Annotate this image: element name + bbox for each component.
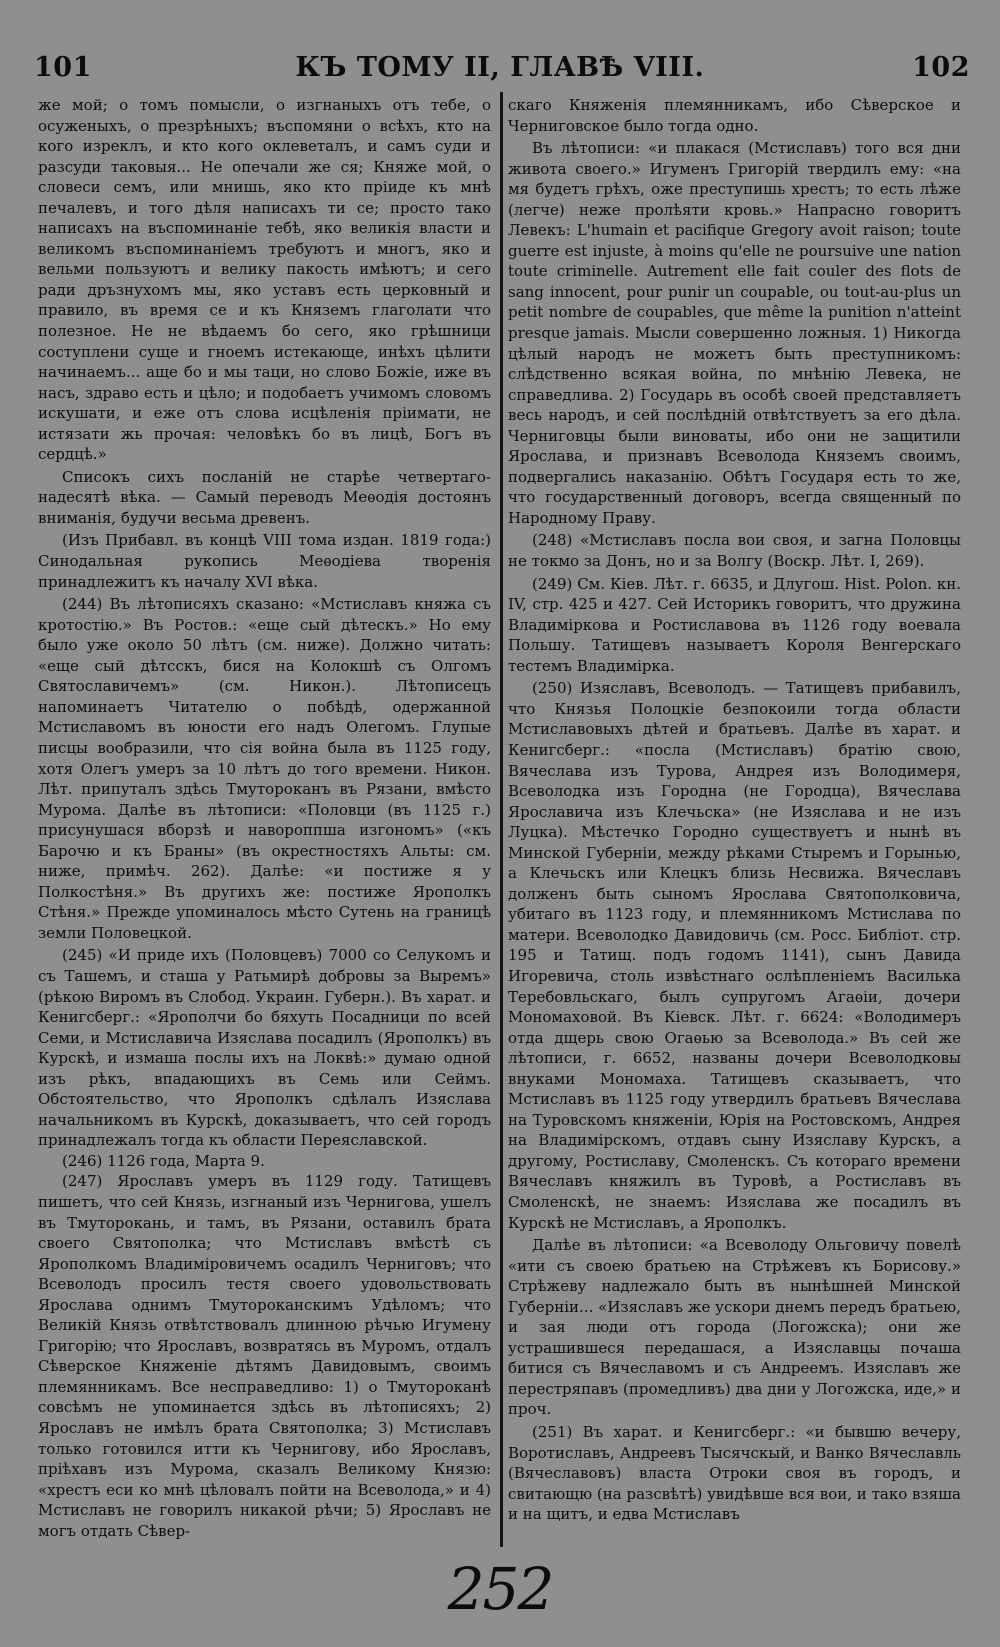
footnote-247: (247) Ярославъ умеръ въ 1129 году. Татищевъ пишетъ, что сей Князь, изгнаный изъ Чернигова, ушелъ въ Тмуторокань, и тамъ, въ Рязани, оставилъ брата своего Святополка; что Мстиславъ вмѣстѣ съ Ярополкомъ Владиміровичемъ осадилъ Черниговъ; что Всеволодъ просилъ тестя своего удовольствовать Ярослава однимъ Тмутороканскимъ Удѣломъ; что Великій Князь отвѣтствовалъ длинною рѣчью Игумену Григорію; что Ярославъ, возвратясь въ Муромъ, отдалъ Сѣверское Княженіе дѣтямъ Давидовымъ, своимъ племянникамъ. Все несправедливо: 1) о Тмутороканѣ совсѣмъ не упоминается здѣсь въ лѣтописяхъ; 2) Ярославъ не имѣлъ брата Святополка; 3) Мстиславъ только готовился итти къ Чернигову, ибо Ярославъ, пріѣхавъ изъ Мурома, сказалъ Великому Князю: «хрестъ еси ко мнѣ цѣловалъ пойти на Всеволода,» и 4) Мстиславъ не говорилъ никакой рѣчи; 5) Ярославъ не могъ отдать Сѣвер- <box>38 1172 491 1540</box>
footnote-246: (246) 1126 года, Марта 9. <box>62 1151 265 1170</box>
running-title: КЪ ТОМУ II, ГЛАВѢ VIII. <box>295 52 705 83</box>
left-page-number: 101 <box>34 52 92 83</box>
left-column <box>38 95 491 1541</box>
footnote-250: (250) Изяславъ, Всеволодъ. — Татищевъ прибавилъ, что Князья Полоцкіе безпокоили тогда области Мстиславовыхъ дѣтей и братьевъ. Далѣе въ харат. и Кенигсберг.: «посла (Мстиславъ) братію свою, Вячеслава изъ Турова, Андрея изъ Володимеря, Всеволодка изъ Городна (не Городца), Вячеслава Ярославича изъ Клечьска» (не Изяслава и не изъ Луцка). Мѣстечко Городно существуетъ и нынѣ въ Минской Губерніи, между рѣками Стыремъ и Горынью, а Клечьскъ или Клецкъ близь Несвижа. Вячеславъ долженъ быть сыномъ Ярослава Святополковича, убитаго въ 1123 году, и племянникомъ Мстислава по матери. Всеволодко Давидовичь (см. Росс. Библіот. стр. 195 и Татищ. подъ годомъ 1141), сынъ Давида Игоревича, столь извѣстнаго ослѣпленіемъ Василька Теребовльскаго, былъ супругомъ Агаѳіи, дочери Мономаховой. Въ Кiевск. Лѣт. г. 6624: «Володимеръ отда дщерь свою Огаѳью за Всеволода.» Въ сей же лѣтописи, г. 6652, названы дочери Всеволодковы внуками Мономаха. Татищевъ сказываетъ, что Мстиславъ въ 1125 году утвердилъ братьевъ Вячеслава на Туровскомъ княженіи, Юрія на Ростовскомъ, Андрея на Владимірскомъ, отдавъ сыну Изяславу Курскъ, а другому, Ростиславу, Смоленскъ. Съ котораго времени Вячеславъ княжилъ въ Туровѣ, а Ростиславъ въ Смоленскѣ, не знаемъ: Изяслава же посадилъ въ Курскѣ не Мстиславъ, а Ярополкъ. <box>508 679 961 1232</box>
paragraph: Въ лѣтописи: «и плакася (Мстиславъ) того вся дни живота своего.» Игуменъ Григорій твердилъ ему: «на мя будетъ грѣхъ, оже преступишь хрестъ; то есть лѣже (легче) неже пролѣяти кровь.» Напрасно говоритъ Левекъ: L'humain et pacifique Gregory avoit raison; toute guerre est injuste, à moins qu'elle ne poursuive une nation toute criminelle. Autrement elle fait couler des flots de sang innocent, pour punir un coupable, ou tout-au-plus un petit nombre de coupables, que même la punition n'atteint presque jamais. Мысли совершенно ложныя. 1) Никогда цѣлый народъ не можетъ быть преступникомъ: слѣдственно всякая война, по мнѣнію Левека, не справедлива. 2) Государь въ особѣ своей представляетъ весь народъ, и сей послѣдній отвѣтствуетъ за его дѣла. Черниговцы были виноваты, ибо они не защитили Ярослава, и признавъ Всеволода Княземъ своимъ, подвергались наказанію. Обѣтъ Государя есть то же, что государственный договоръ, всегда священный по Народному Праву. <box>508 139 961 527</box>
paragraph: (Изъ Прибавл. въ концѣ VIII тома издан. 1819 года:) Синодальная рукопись Меѳодіева творенія принадлежитъ къ началу XVI вѣка. <box>38 531 491 591</box>
paragraph: же мой; о томъ помысли, о изгнаныхъ отъ тебе, о осуженыхъ, о презрѣныхъ; въспомяни о всѣхъ, кто на кого изреклъ, и кто кого оклеветалъ, и самъ суди и разсуди таковыя... Не опечали же ся; Княже мой, о словеси семъ, или мнишь, яко кто пріиде къ мнѣ печалевъ, и того дѣля написахъ ти се; просто тако написахъ на въспоминаніе тебѣ, яко великія власти и великомъ въспоминаніемъ требуютъ и многъ, яко и вельми пользуютъ и велику пакость имѣютъ; и сего ради дръзнухомъ мы, яко уставъ есть церковный и правило, въ время се и къ Княземъ глаголати что полезное. Не не вѣдаемъ бо сего, яко грѣшници соступлени суще и гноемъ истекающе, инѣхъ цѣлити начинаемъ... аще бо и мы таци, но слово Божіе, иже въ насъ, здраво есть и цѣло; и подобаетъ учимомъ словомъ искушати, и еже отъ слова исцѣленія пріимати, не истязати жь прочая: человѣкъ бо въ лицѣ, Богъ въ сердцѣ.» <box>38 96 491 464</box>
paragraph: Далѣе въ лѣтописи: «а Всеволоду Ольговичу повелѣ «ити съ своею братьею на Стрѣжевъ къ Борисову.» Стрѣжеву надлежало быть въ нынѣшней Минской Губерніи... «Изяславъ же ускори днемъ передъ братьею, и зая люди отъ города (Логожска); они же устрашившеся передашася, а Изяславцы почаша битися съ Вячеславомъ и съ Андреемъ. Изяславъ же перестряпавъ (промедливъ) два дни у Логожска, иде,» и проч. <box>508 1236 961 1419</box>
column-divider <box>500 92 503 1547</box>
right-column <box>508 95 961 1525</box>
paragraph: скаго Княженія племянникамъ, ибо Сѣверское и Черниговское было тогда одно. <box>508 96 961 135</box>
footnote-251: (251) Въ харат. и Кенигсберг.: «и бывшю вечеру, Воротиславъ, Андреевъ Тысячскый, и Ванко Вячеславль (Вячеславовъ) власта Отроки своя въ городъ, и свитающю (на разсвѣтѣ) увидѣвше вся вои, и тако взяша и на щитъ, и едва Мстиславъ <box>508 1423 961 1524</box>
footnote-248: (248) «Мстиславъ посла вои своя, и загна Половцы не токмо за Донъ, но и за Волгу (Воскр. Лѣт. I, 269). <box>508 531 961 571</box>
footnote-244: (244) Въ лѣтописяхъ сказано: «Мстиславъ княжа съ кротостію.» Въ Ростов.: «еще сый дѣтескъ.» Но ему было уже около 50 лѣтъ (см. ниже). Должно читать: «еще сый дѣтсскъ, бися на Колокшѣ съ Олгомъ Святославичемъ» (см. Никон.). Лѣтописецъ напоминаетъ Читателю о побѣдѣ, одержанной Мстиславомъ въ юности его надъ Олегомъ. Глупые писцы вообразили, что сія война была въ 1125 году, хотя Олегъ умеръ за 10 лѣтъ до того времени. Никон. Лѣт. припуталъ здѣсь Тмутороканъ въ Рязани, вмѣсто Мурома. Далѣе въ лѣтописи: «Половци (въ 1125 г.) присунушася вборзѣ и навороппша изгономъ» («къ Барочю и къ Браны» (въ окрестностяхъ Альты: см. ниже, примѣч. 262). Далѣе: «и постиже я у Полкостѣня.» Въ другихъ же: постиже Ярополкъ Стѣня.» Прежде упоминалось мѣсто Сутень на границѣ земли Половецкой. <box>38 595 491 942</box>
right-page-number: 102 <box>912 52 970 83</box>
paragraph: Списокъ сихъ посланій не старѣе четвертаго-надесятѣ вѣка. — Самый переводъ Меѳодія достоянъ вниманія, будучи весьма древенъ. <box>38 467 491 527</box>
footnote-249: (249) См. Кiев. Лѣт. г. 6635, и Длугош. Hist. Polon. кн. IV, стр. 425 и 427. Сей Историкъ говоритъ, что дружина Владиміркова и Ростиславова въ 1126 году воевала Польшу. Татищевъ называетъ Короля Венгерскаго тестемъ Владимірка. <box>508 574 961 675</box>
page-header <box>0 0 1000 90</box>
handwritten-page-number: 252 <box>447 1555 553 1623</box>
footnote-245: (245) «И приде ихъ (Половцевъ) 7000 со Селукомъ и съ Ташемъ, и сташа у Ратьмирѣ добровы за Выремъ» (рѣкою Виромъ въ Слобод. Украин. Губерн.). Въ харат. и Кенигсберг.: «Ярополчи бо бяхуть Посадници по всей Семи, и Мстиславича Изяслава посадилъ (Ярополкъ) въ Курскѣ, и измаша послы ихъ на Локвѣ:» думаю одной изъ рѣкъ, впадающихъ въ Семь или Сеймъ. Обстоятельство, что Ярополкъ сдѣлалъ Изяслава начальникомъ въ Курскѣ, доказываетъ, что сей городъ принадлежалъ тогда къ области Переяславской. <box>38 946 491 1150</box>
